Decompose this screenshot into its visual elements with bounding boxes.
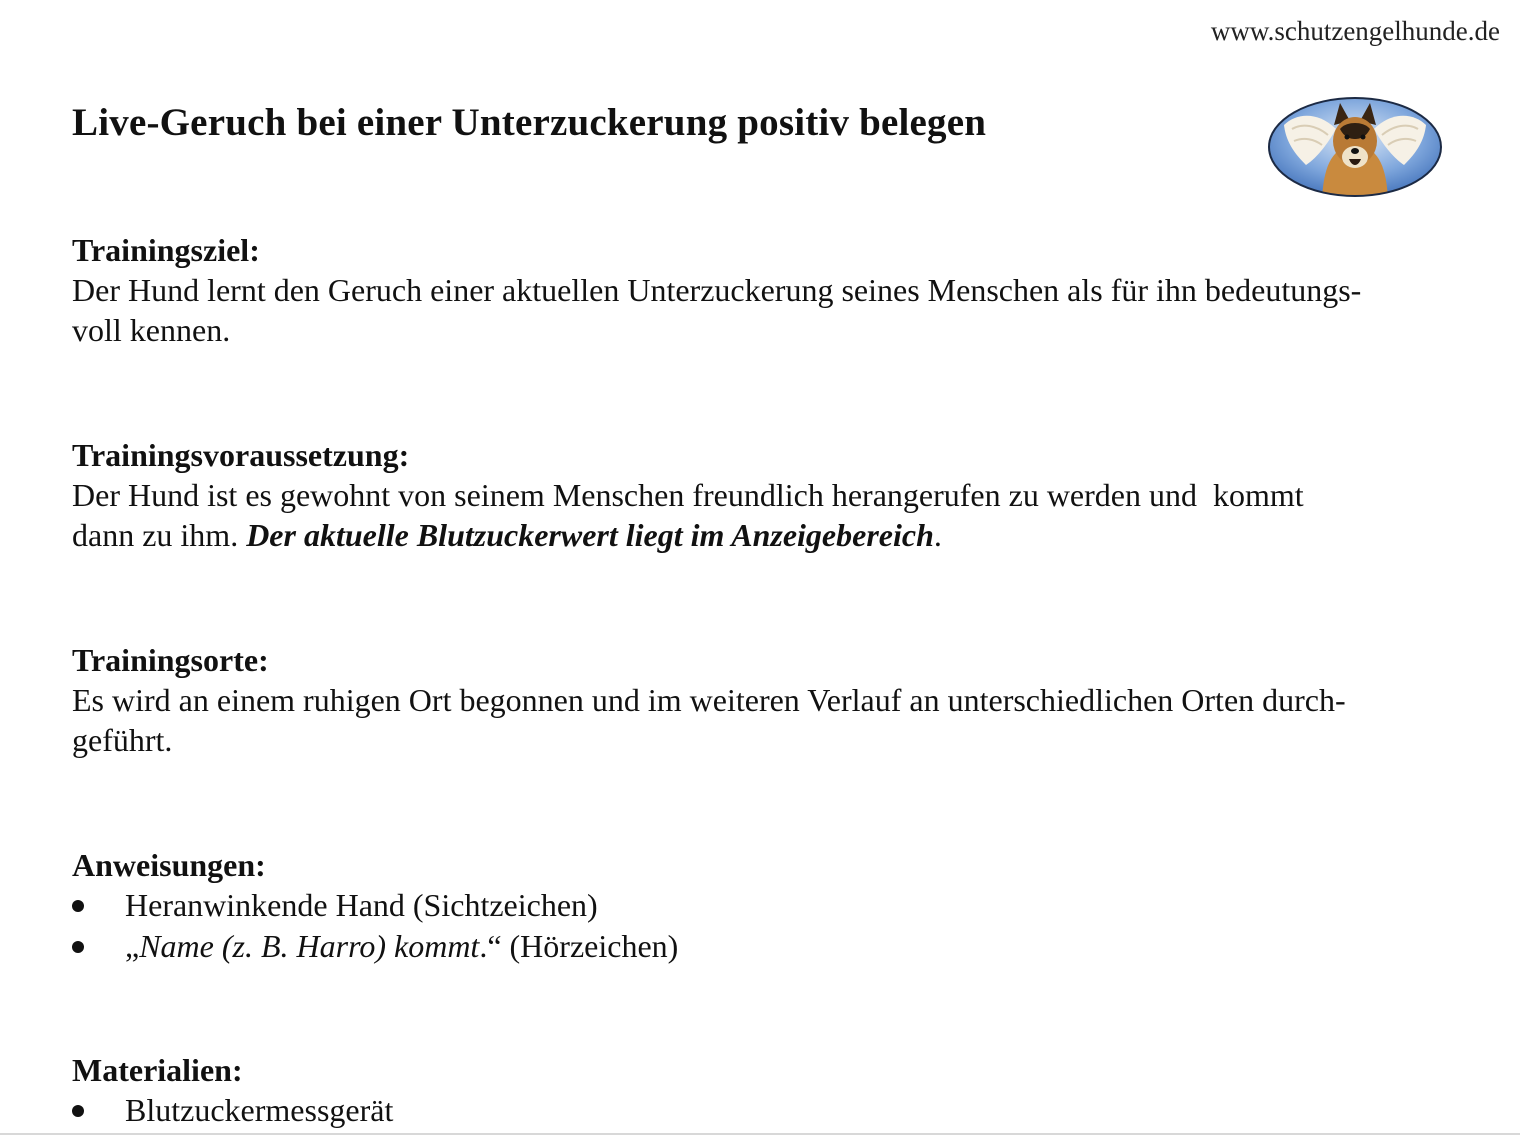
section-text: Es wird an einem ruhigen Ort begonnen und im weiteren Verlauf an unterschiedlichen Orten durch- geführt. <box>72 682 1346 758</box>
page-title: Live-Geruch bei einer Unterzuckerung positiv belegen <box>72 101 987 144</box>
materials-list <box>72 1090 1512 1131</box>
bullet-icon <box>72 1105 84 1117</box>
instruction-list <box>72 885 1512 967</box>
emphasis-text: Der aktuelle Blutzuckerwert liegt im Anzeigebereich <box>246 517 934 553</box>
section-trainingsziel <box>72 230 1512 350</box>
section-heading: Materialien: <box>72 1052 243 1088</box>
list-item <box>72 885 1512 926</box>
text-end: . <box>933 517 942 553</box>
section-heading: Anweisungen: <box>72 847 266 883</box>
section-text: Der Hund lernt den Geruch einer aktuellen Unterzuckerung seines Menschen als für ihn bedeutungs- voll kennen. <box>72 272 1362 348</box>
section-heading: Trainingsziel: <box>72 232 260 268</box>
quote-open: „ <box>125 928 140 964</box>
quote-close: .“ (Hörzeichen) <box>479 928 679 964</box>
section-trainingsvoraussetzung <box>72 435 1512 555</box>
site-url: www.schutzengelhunde.de <box>1210 16 1500 46</box>
section-materialien <box>72 1050 1512 1131</box>
list-item-text: Blutzuckermessgerät <box>125 1092 394 1128</box>
bullet-icon <box>72 900 84 912</box>
section-heading: Trainingsvoraussetzung: <box>72 437 410 473</box>
list-item <box>72 1090 1512 1131</box>
section-anweisungen <box>72 845 1512 967</box>
section-text: Der Hund ist es gewohnt von seinem Menschen freundlich herangerufen zu werden und kommt dann zu ihm. Der aktuelle Blutzuckerwert liegt im Anzeigebereich. <box>72 477 1304 553</box>
winged-dog-logo-icon <box>1266 95 1444 199</box>
page-divider <box>0 1133 1520 1135</box>
bullet-icon <box>72 941 84 953</box>
list-item-text: Heranwinkende Hand (Sichtzeichen) <box>125 887 598 923</box>
section-heading: Trainingsorte: <box>72 642 269 678</box>
list-item <box>72 926 1512 967</box>
section-trainingsorte <box>72 640 1512 760</box>
command-text: Name (z. B. Harro) kommt <box>139 928 480 964</box>
